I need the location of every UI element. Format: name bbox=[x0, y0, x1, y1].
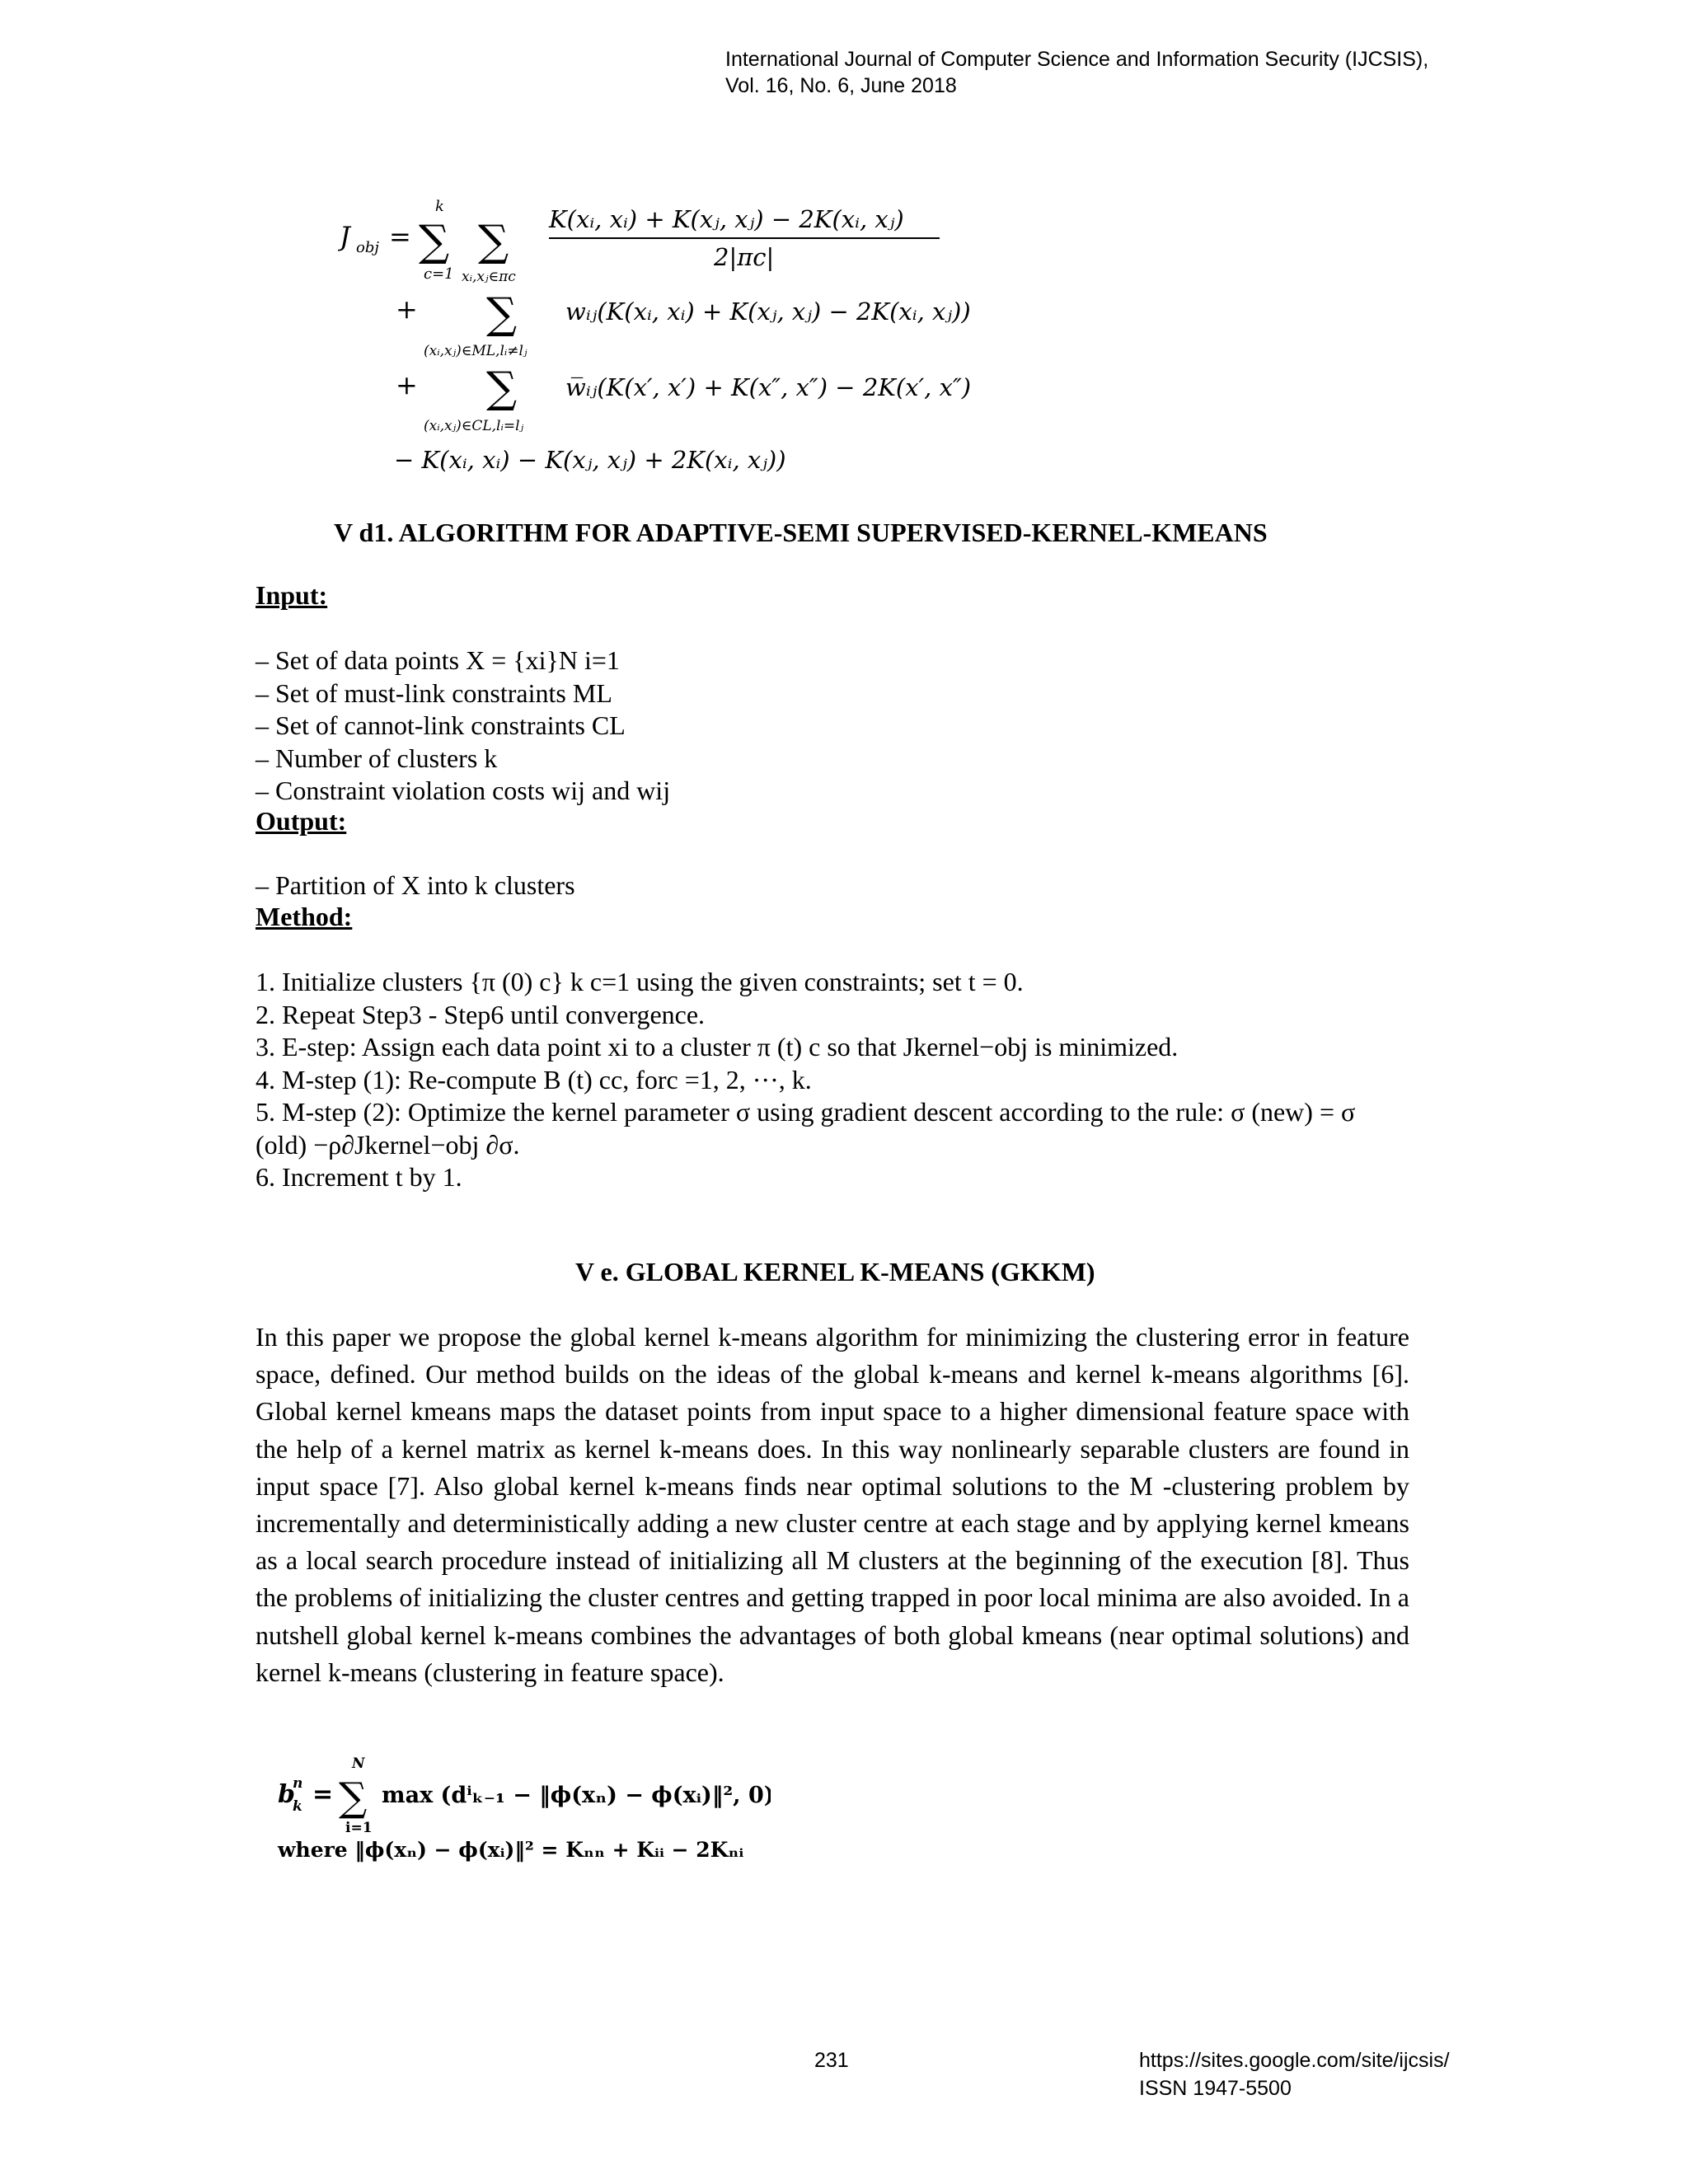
input-item: – Constraint violation costs wij and wij bbox=[256, 776, 671, 805]
bkn-equation-svg bbox=[276, 1751, 771, 1883]
input-item: – Number of clusters k bbox=[256, 743, 498, 773]
eq1-sum-top: k bbox=[435, 198, 444, 215]
eq1-line2-sum-bottom: (xᵢ,xⱼ)∈ML,lᵢ≠lⱼ bbox=[424, 343, 528, 359]
journal-header bbox=[725, 46, 1428, 99]
method-step: 1. Initialize clusters {π (0) c} k c=1 using the given constraints; set t = 0. bbox=[256, 967, 1024, 996]
objective-equation-svg bbox=[338, 196, 1063, 489]
input-item: – Set of cannot-link constraints CL bbox=[256, 710, 626, 740]
eq1-plus-3: + bbox=[396, 369, 418, 401]
eq1-sigma-2: ∑ bbox=[478, 217, 509, 266]
eq2-lhs: b bbox=[278, 1780, 295, 1809]
eq2-lhs-sub: k bbox=[293, 1798, 302, 1815]
eq1-sigma-3: ∑ bbox=[486, 289, 518, 339]
eq1-sigma-4: ∑ bbox=[486, 363, 518, 413]
input-item: – Set of data points X = {xi}N i=1 bbox=[256, 645, 620, 675]
eq1-sum-bottom: c=1 bbox=[424, 265, 454, 283]
eq1-line2-term: wᵢⱼ(K(xᵢ, xᵢ) + K(xⱼ, xⱼ) − 2K(xᵢ, xⱼ)) bbox=[565, 298, 971, 326]
eq2-term: max (dⁱₖ₋₁ − ‖ϕ(xₙ) − ϕ(xᵢ)‖², 0) bbox=[382, 1783, 771, 1808]
eq1-inner-sum-bottom: xᵢ,xⱼ∈πc bbox=[462, 269, 516, 285]
bkn-equation bbox=[276, 1751, 771, 1883]
input-list bbox=[256, 644, 670, 808]
eq1-equals: = bbox=[389, 221, 411, 252]
section-e-paragraph: In this paper we propose the global kernel k-means algorithm for minimizing the clustering error in feature space, defined. Our method builds on the ideas of the global k-means and kernel k-means algorithms [6]. Global kernel kmeans maps the dataset points from input space to a higher dimensional feature space with the help of a kernel matrix as kernel k-means does. In this way nonlinearly separable clusters are found in input space [7]. Also global kernel k-means finds near optimal solutions to the M -clustering problem by incrementally and deterministically adding a new cluster centre at each stage and by applying kernel kmeans as a local search procedure instead of initializing all M clusters at the beginning of the execution [8]. Thus the problems of initializing the cluster centres and getting trapped in poor local minima are also avoided. In a nutshell global kernel k-means combines the advantages of both global kmeans (near optimal solutions) and kernel k-means (clustering in feature space). bbox=[256, 1322, 1409, 1687]
input-item: – Set of must-link constraints ML bbox=[256, 677, 612, 708]
method-step: 4. M-step (1): Re-compute B (t) cc, forc =1, 2, ···, k. bbox=[256, 1064, 812, 1094]
eq1-numerator: K(xᵢ, xᵢ) + K(xⱼ, xⱼ) − 2K(xᵢ, xⱼ) bbox=[549, 205, 904, 233]
eq2-equals: = bbox=[312, 1780, 334, 1809]
method-step: 6. Increment t by 1. bbox=[256, 1162, 462, 1192]
output-item: – Partition of X into k clusters bbox=[256, 870, 575, 900]
eq1-line4-term: − K(xᵢ, xᵢ) − K(xⱼ, xⱼ) + 2K(xᵢ, xⱼ)) bbox=[394, 446, 786, 474]
method-steps bbox=[256, 966, 1409, 1194]
eq1-lhs: J bbox=[340, 221, 350, 252]
eq1-line3-sum-bottom: (xᵢ,xⱼ)∈CL,lᵢ=lⱼ bbox=[424, 418, 524, 434]
section-e-heading: V e. GLOBAL KERNEL K-MEANS (GKKM) bbox=[575, 1257, 1095, 1286]
method-step: 3. E-step: Assign each data point xi to a cluster π (t) c so that Jkernel−obj is minimized. bbox=[256, 1032, 1179, 1062]
output-list bbox=[256, 869, 575, 902]
method-step: 5. M-step (2): Optimize the kernel parameter σ using gradient descent according to the rule: σ (new) = σ (old) −ρ∂Jkernel−obj ∂σ. bbox=[256, 1097, 1356, 1160]
eq1-plus-2: + bbox=[396, 293, 418, 325]
eq2-sigma: ∑ bbox=[339, 1774, 368, 1821]
eq2-sum-top: N bbox=[352, 1755, 365, 1772]
footer-issn: ISSN 1947-5500 bbox=[1139, 2077, 1292, 2100]
journal-volume: Vol. 16, No. 6, June 2018 bbox=[725, 74, 957, 97]
input-label: Input: bbox=[256, 580, 328, 610]
footer-url: https://sites.google.com/site/ijcsis/ bbox=[1139, 2049, 1450, 2072]
eq1-line3-term: w̅ᵢⱼ(K(x′, x′) + K(x″, x″) − 2K(x′, x″) bbox=[565, 373, 972, 401]
section-d1-heading: V d1. ALGORITHM FOR ADAPTIVE-SEMI SUPERVISED-KERNEL-KMEANS bbox=[334, 518, 1268, 547]
output-label: Output: bbox=[256, 806, 347, 836]
eq2-where-line: where ‖ϕ(xₙ) − ϕ(xᵢ)‖² = Kₙₙ + Kᵢᵢ − 2Kₙᵢ bbox=[278, 1838, 744, 1862]
page-number: 231 bbox=[814, 2049, 849, 2072]
eq1-lhs-sub: obj bbox=[356, 239, 379, 256]
objective-equation bbox=[338, 196, 1063, 489]
eq2-sum-bottom: i=1 bbox=[345, 1820, 373, 1836]
method-label: Method: bbox=[256, 902, 353, 931]
eq1-denominator: 2|πc| bbox=[714, 243, 775, 271]
journal-title: International Journal of Computer Science and Information Security (IJCSIS), bbox=[725, 48, 1429, 71]
eq2-lhs-sup: n bbox=[293, 1775, 303, 1792]
method-step: 2. Repeat Step3 - Step6 until convergence. bbox=[256, 999, 706, 1029]
eq1-sigma-1: ∑ bbox=[419, 217, 450, 266]
